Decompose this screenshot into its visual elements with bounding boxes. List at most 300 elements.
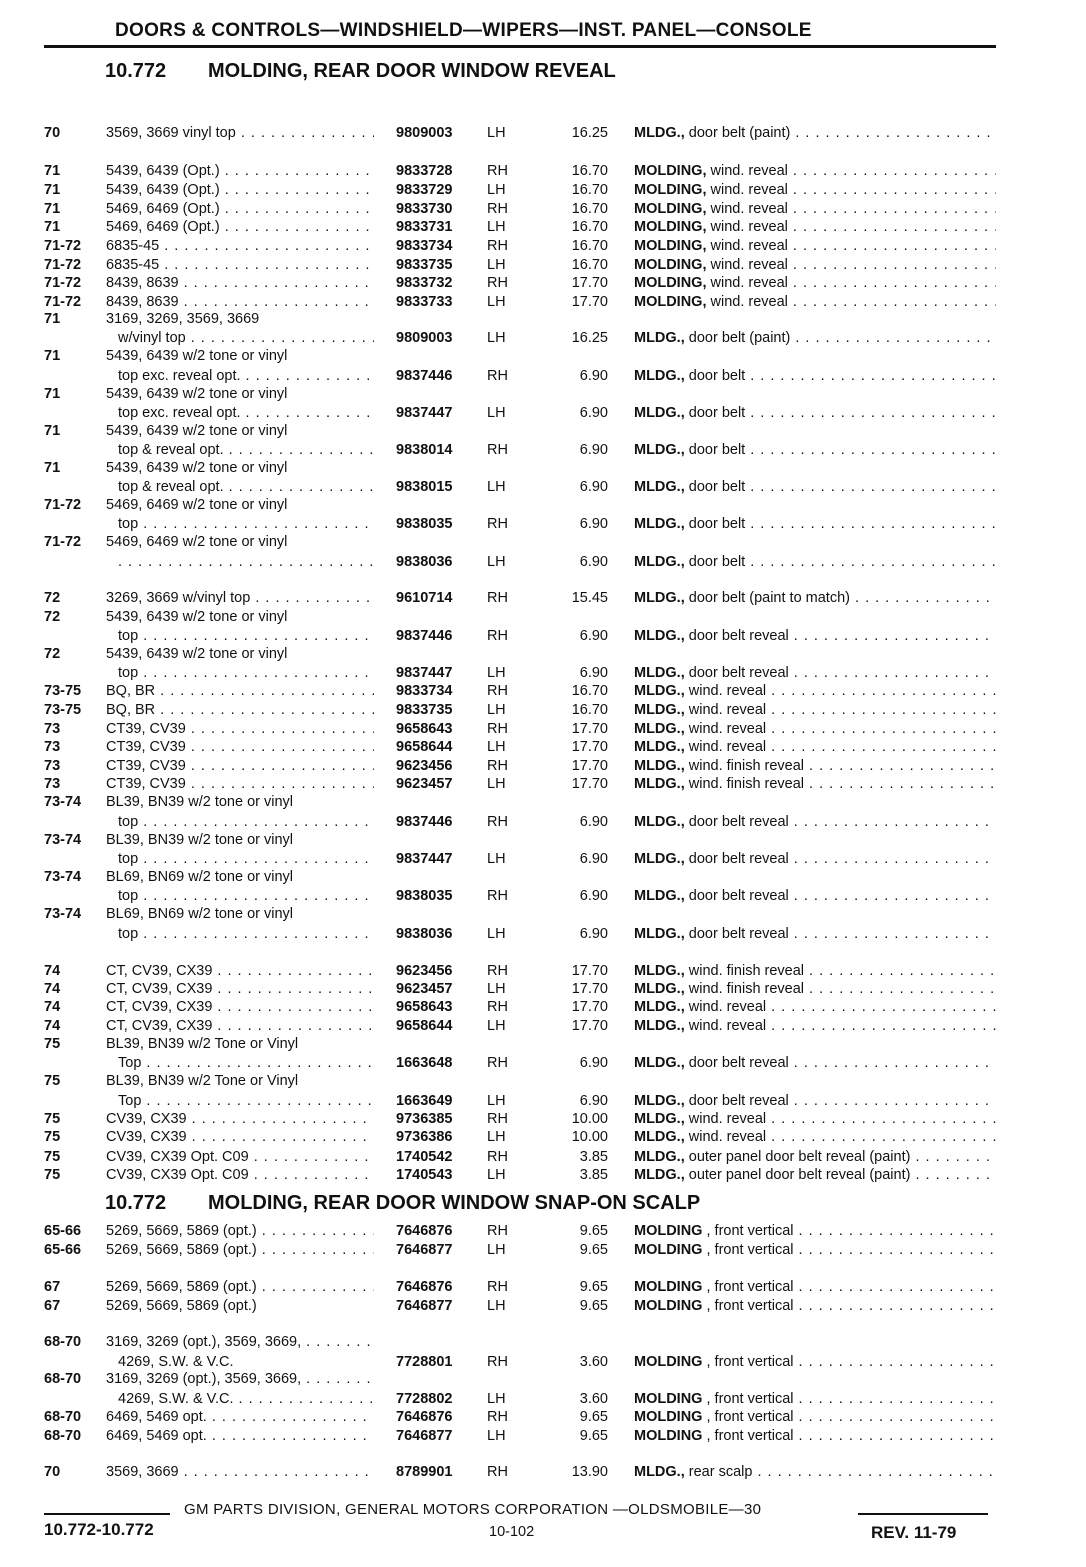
table-row	[0, 1148, 1086, 1167]
row-model: 5439, 6439 w/2 tone or vinyl	[106, 460, 288, 476]
row-model: 6835-45 . . .	[106, 237, 374, 256]
section-number: 10.772	[105, 1192, 167, 1214]
row-description	[634, 1092, 996, 1111]
row-description-text: door belt	[684, 442, 746, 458]
row-description	[634, 553, 996, 572]
row-side: RH	[487, 721, 508, 737]
row-description-type: MLDG.,	[634, 516, 685, 532]
table-row	[0, 850, 1086, 869]
table-row	[0, 1110, 1086, 1129]
row-price: 17.70	[571, 294, 608, 310]
row-side: RH	[487, 999, 508, 1015]
row-description-text: wind. reveal	[706, 294, 788, 310]
row-description-text: wind. reveal	[684, 739, 767, 755]
row-description	[634, 1297, 996, 1316]
row-description-text: door belt (paint)	[684, 125, 791, 141]
row-part-number: 9833728	[396, 163, 453, 179]
row-part-number: 9623457	[396, 981, 453, 997]
row-model: BL69, BN69 w/2 tone or vinyl	[106, 869, 293, 885]
row-description	[634, 1222, 996, 1241]
row-part-number: 9838014	[396, 442, 453, 458]
row-year: 73-75	[44, 702, 82, 718]
row-description-type: MOLDING	[634, 1409, 703, 1425]
row-description-text: door belt	[684, 554, 746, 570]
row-year: 75	[44, 1129, 61, 1145]
row-description-text: wind. reveal	[684, 1111, 767, 1127]
row-model: 3269, 3669 w/vinyl top . . .	[106, 589, 374, 608]
row-side: RH	[487, 368, 508, 384]
row-description-type: MLDG.,	[634, 1129, 685, 1145]
row-model: 5439, 6439 w/2 tone or vinyl	[106, 646, 288, 662]
row-description-text: door belt reveal	[684, 888, 789, 904]
table-row	[0, 664, 1086, 683]
table-row	[0, 682, 1086, 701]
row-part-number: 9837446	[396, 628, 453, 644]
row-description	[634, 237, 996, 256]
row-model: CV39, CX39 . . .	[106, 1110, 374, 1129]
row-model: 5269, 5669, 5869 (opt.)	[106, 1298, 257, 1314]
row-description	[634, 720, 996, 739]
row-year: 65-66	[44, 1223, 82, 1239]
row-description-type: MLDG.,	[634, 665, 685, 681]
row-part-number: 1663648	[396, 1055, 453, 1071]
row-year: 70	[44, 1464, 61, 1480]
row-year: 74	[44, 1018, 61, 1034]
row-side: LH	[487, 257, 506, 273]
row-price: 16.70	[571, 201, 608, 217]
row-year: 74	[44, 963, 61, 979]
row-price: 3.60	[579, 1391, 608, 1407]
row-description-text: wind. reveal	[706, 201, 788, 217]
row-description-text: , front vertical	[702, 1428, 794, 1444]
row-year: 75	[44, 1111, 61, 1127]
row-year: 73-74	[44, 906, 82, 922]
row-price: 17.70	[571, 739, 608, 755]
row-description-text: door belt reveal	[684, 1093, 789, 1109]
row-description-text: door belt (paint to match)	[684, 590, 850, 606]
row-description-type: MLDG.,	[634, 721, 685, 737]
row-description	[634, 478, 996, 497]
row-price: 17.70	[571, 758, 608, 774]
row-part-number: 7646877	[396, 1298, 453, 1314]
table-row	[0, 237, 1086, 256]
row-year: 67	[44, 1298, 61, 1314]
row-description-text: wind. reveal	[684, 1018, 767, 1034]
row-description-type: MOLDING,	[634, 275, 707, 291]
row-description-type: MOLDING	[634, 1279, 703, 1295]
row-part-number: 9623457	[396, 776, 453, 792]
row-description-type: MOLDING,	[634, 163, 707, 179]
row-model: 6469, 5469 opt. . . .	[106, 1408, 374, 1427]
row-price: 17.70	[571, 275, 608, 291]
row-part-number: 9623456	[396, 963, 453, 979]
row-model: CV39, CX39 Opt. C09 . . .	[106, 1166, 374, 1185]
row-side: RH	[487, 683, 508, 699]
row-description-text: wind. finish reveal	[684, 758, 805, 774]
row-year: 70	[44, 125, 61, 141]
row-price: 3.60	[579, 1354, 608, 1370]
row-description-type: MLDG.,	[634, 999, 685, 1015]
row-model: top . . .	[118, 627, 374, 646]
row-part-number: 9809003	[396, 330, 453, 346]
row-description-text: wind. reveal	[706, 219, 788, 235]
row-model: w/vinyl top . . .	[118, 329, 374, 348]
footer-group-range: 10.772-10.772	[44, 1520, 154, 1539]
row-side: RH	[487, 758, 508, 774]
row-description	[634, 124, 996, 143]
row-description-type: MOLDING,	[634, 257, 707, 273]
row-description-text: wind. reveal	[684, 1129, 767, 1145]
table-row	[0, 1092, 1086, 1111]
row-description	[634, 162, 996, 181]
row-description-type: MLDG.,	[634, 1111, 685, 1127]
row-model: top . . .	[118, 887, 374, 906]
row-model: CT, CV39, CX39 . . .	[106, 980, 374, 999]
table-row	[0, 925, 1086, 944]
table-row	[0, 347, 1086, 366]
row-side: RH	[487, 442, 508, 458]
row-price: 6.90	[579, 628, 608, 644]
row-part-number: 9623456	[396, 758, 453, 774]
row-model: top . . .	[118, 664, 374, 683]
row-description-text: door belt	[684, 405, 746, 421]
row-description-text: wind. reveal	[706, 182, 788, 198]
footer-page-number: 10-102	[489, 1524, 535, 1540]
row-side: LH	[487, 219, 506, 235]
row-price: 13.90	[571, 1464, 608, 1480]
row-year: 71-72	[44, 275, 82, 291]
row-model: 3169, 3269, 3569, 3669	[106, 311, 260, 327]
row-model: 4269, S.W. & V.C. . . .	[118, 1390, 374, 1409]
row-part-number: 9736385	[396, 1111, 453, 1127]
row-model: CT39, CV39 . . .	[106, 757, 374, 776]
row-part-number: 9837447	[396, 405, 453, 421]
row-description-text: , front vertical	[702, 1354, 794, 1370]
row-description-type: MLDG.,	[634, 125, 685, 141]
row-description-type: MLDG.,	[634, 926, 685, 942]
row-side: LH	[487, 125, 506, 141]
row-description-type: MLDG.,	[634, 1018, 685, 1034]
row-description-type: MLDG.,	[634, 554, 685, 570]
row-description-type: MLDG.,	[634, 758, 685, 774]
row-model: 5469, 6469 w/2 tone or vinyl	[106, 497, 288, 513]
row-side: RH	[487, 628, 508, 644]
row-description-text: door belt	[684, 516, 746, 532]
table-row	[0, 868, 1086, 887]
row-side: RH	[487, 238, 508, 254]
row-model: top exc. reveal opt. . . .	[118, 404, 374, 423]
row-model: 5469, 6469 (Opt.) . . .	[106, 200, 374, 219]
row-year: 75	[44, 1167, 61, 1183]
table-row	[0, 813, 1086, 832]
row-description-type: MLDG.,	[634, 851, 685, 867]
row-year: 73	[44, 721, 61, 737]
table-row	[0, 1054, 1086, 1073]
row-price: 15.45	[571, 590, 608, 606]
table-row	[0, 1241, 1086, 1260]
row-price: 10.00	[571, 1129, 608, 1145]
row-model: BL69, BN69 w/2 tone or vinyl	[106, 906, 293, 922]
row-side: RH	[487, 201, 508, 217]
row-description-text: door belt reveal	[684, 665, 789, 681]
row-description-text: , front vertical	[702, 1242, 794, 1258]
table-row	[0, 589, 1086, 608]
row-description	[634, 515, 996, 534]
row-description-text: door belt (paint)	[684, 330, 791, 346]
table-row	[0, 831, 1086, 850]
row-description-text: door belt	[684, 479, 746, 495]
row-part-number: 7728802	[396, 1391, 453, 1407]
table-row	[0, 1427, 1086, 1446]
row-part-number: 9833731	[396, 219, 453, 235]
row-price: 16.70	[571, 257, 608, 273]
row-description-type: MOLDING	[634, 1223, 703, 1239]
row-description-text: outer panel door belt reveal (paint)	[684, 1167, 911, 1183]
row-year: 71-72	[44, 257, 82, 273]
row-part-number: 9833734	[396, 683, 453, 699]
row-model: CT, CV39, CX39 . . .	[106, 962, 374, 981]
row-part-number: 1740542	[396, 1149, 453, 1165]
row-year: 74	[44, 999, 61, 1015]
row-model: 8439, 8639 . . .	[106, 274, 374, 293]
row-part-number: 9833732	[396, 275, 453, 291]
row-year: 68-70	[44, 1334, 82, 1350]
row-price: 6.90	[579, 888, 608, 904]
row-description-text: wind. reveal	[706, 238, 788, 254]
row-part-number: 9837447	[396, 665, 453, 681]
row-description-text: wind. reveal	[684, 683, 767, 699]
row-description	[634, 218, 996, 237]
row-side: RH	[487, 963, 508, 979]
row-year: 73-75	[44, 683, 82, 699]
row-description-type: MOLDING,	[634, 182, 707, 198]
table-row	[0, 1333, 1086, 1352]
row-price: 9.65	[579, 1298, 608, 1314]
row-year: 73-74	[44, 832, 82, 848]
row-description-text: wind. reveal	[706, 275, 788, 291]
row-model	[118, 553, 374, 572]
row-side: LH	[487, 294, 506, 310]
row-price: 3.85	[579, 1149, 608, 1165]
row-model: 5269, 5669, 5869 (opt.) . . .	[106, 1278, 374, 1297]
row-part-number: 1740543	[396, 1167, 453, 1183]
row-price: 9.65	[579, 1242, 608, 1258]
row-description-type: MLDG.,	[634, 888, 685, 904]
row-model: Top . . .	[118, 1054, 374, 1073]
row-price: 6.90	[579, 665, 608, 681]
row-description-type: MLDG.,	[634, 1167, 685, 1183]
table-row	[0, 200, 1086, 219]
table-row	[0, 608, 1086, 627]
row-model: 3169, 3269 (opt.), 3569, 3669, . . .	[106, 1370, 374, 1389]
row-description	[634, 256, 996, 275]
table-row	[0, 757, 1086, 776]
header-rule	[44, 45, 996, 48]
row-side: RH	[487, 590, 508, 606]
row-description	[634, 925, 996, 944]
row-price: 9.65	[579, 1428, 608, 1444]
row-description	[634, 1427, 996, 1446]
row-side: LH	[487, 1242, 506, 1258]
row-year: 73	[44, 776, 61, 792]
row-model: 5439, 6439 (Opt.) . . .	[106, 162, 374, 181]
row-year: 71	[44, 182, 61, 198]
row-part-number: 7646876	[396, 1279, 453, 1295]
row-part-number: 9833730	[396, 201, 453, 217]
row-model: top exc. reveal opt. . . .	[118, 367, 374, 386]
row-year: 68-70	[44, 1371, 82, 1387]
row-description-text: , front vertical	[702, 1279, 794, 1295]
row-year: 72	[44, 646, 61, 662]
row-description-text: wind. finish reveal	[684, 981, 805, 997]
row-part-number: 7646876	[396, 1223, 453, 1239]
row-side: LH	[487, 1167, 506, 1183]
row-description-type: MOLDING	[634, 1242, 703, 1258]
row-description	[634, 757, 996, 776]
row-description-text: wind. reveal	[684, 999, 767, 1015]
row-description-text: wind. finish reveal	[684, 963, 805, 979]
row-price: 6.90	[579, 442, 608, 458]
row-description-type: MLDG.,	[634, 330, 685, 346]
row-year: 71-72	[44, 497, 82, 513]
row-description-type: MLDG.,	[634, 776, 685, 792]
row-year: 71	[44, 423, 61, 439]
row-description-text: wind. reveal	[684, 702, 767, 718]
table-row	[0, 422, 1086, 441]
section-title: MOLDING, REAR DOOR WINDOW SNAP-ON SCALP	[208, 1192, 701, 1214]
row-model: BL39, BN39 w/2 tone or vinyl	[106, 794, 293, 810]
row-year: 71	[44, 348, 61, 364]
row-description-type: MOLDING,	[634, 201, 707, 217]
row-description	[634, 200, 996, 219]
row-year: 75	[44, 1073, 61, 1089]
row-description-type: MLDG.,	[634, 1055, 685, 1071]
row-description-type: MLDG.,	[634, 814, 685, 830]
row-part-number: 9833733	[396, 294, 453, 310]
row-model: top . . .	[118, 925, 374, 944]
row-description	[634, 274, 996, 293]
footer-rule-left	[44, 1513, 170, 1515]
footer-revision: REV. 11-79	[871, 1523, 957, 1542]
row-side: LH	[487, 926, 506, 942]
row-price: 16.70	[571, 702, 608, 718]
table-row	[0, 738, 1086, 757]
row-part-number: 9833735	[396, 702, 453, 718]
row-description-text: , front vertical	[702, 1223, 794, 1239]
row-model: 8439, 8639 . . .	[106, 293, 374, 312]
row-side: RH	[487, 1055, 508, 1071]
row-year: 71	[44, 386, 61, 402]
row-description-text: , front vertical	[702, 1298, 794, 1314]
row-description-type: MOLDING	[634, 1428, 703, 1444]
table-row	[0, 218, 1086, 237]
table-row	[0, 962, 1086, 981]
row-model: CT39, CV39 . . .	[106, 775, 374, 794]
table-row	[0, 367, 1086, 386]
row-price: 16.25	[571, 125, 608, 141]
row-part-number: 9837446	[396, 368, 453, 384]
row-side: LH	[487, 1093, 506, 1109]
row-side: RH	[487, 1354, 508, 1370]
row-description-type: MLDG.,	[634, 739, 685, 755]
row-description	[634, 627, 996, 646]
row-part-number: 9838036	[396, 926, 453, 942]
row-year: 72	[44, 590, 61, 606]
row-description-text: door belt reveal	[684, 814, 789, 830]
row-part-number: 9838036	[396, 554, 453, 570]
row-year: 71-72	[44, 238, 82, 254]
row-year: 75	[44, 1149, 61, 1165]
row-price: 16.70	[571, 219, 608, 235]
row-description	[634, 962, 996, 981]
row-side: LH	[487, 479, 506, 495]
row-description	[634, 1017, 996, 1036]
row-side: RH	[487, 516, 508, 532]
row-year: 71	[44, 460, 61, 476]
row-side: RH	[487, 275, 508, 291]
row-description-type: MOLDING	[634, 1354, 703, 1370]
row-year: 74	[44, 981, 61, 997]
row-model: top . . .	[118, 850, 374, 869]
row-description	[634, 181, 996, 200]
row-model: CT39, CV39 . . .	[106, 738, 374, 757]
row-part-number: 9833729	[396, 182, 453, 198]
row-part-number: 9838015	[396, 479, 453, 495]
table-row	[0, 1072, 1086, 1091]
table-row	[0, 1035, 1086, 1054]
row-model: 5439, 6439 w/2 tone or vinyl	[106, 609, 288, 625]
row-model: BL39, BN39 w/2 Tone or Vinyl	[106, 1073, 299, 1089]
row-side: RH	[487, 1223, 508, 1239]
row-part-number: 9838035	[396, 888, 453, 904]
row-side: LH	[487, 554, 506, 570]
table-row	[0, 496, 1086, 515]
row-model: CT39, CV39 . . .	[106, 720, 374, 739]
row-year: 67	[44, 1279, 61, 1295]
page-header-title: DOORS & CONTROLS—WINDSHIELD—WIPERS—INST. PANEL—CONSOLE	[115, 20, 812, 41]
row-description-type: MLDG.,	[634, 590, 685, 606]
table-row	[0, 1390, 1086, 1409]
table-row	[0, 124, 1086, 143]
row-model: BL39, BN39 w/2 Tone or Vinyl	[106, 1036, 299, 1052]
row-model: Top . . .	[118, 1092, 374, 1111]
row-part-number: 9658644	[396, 1018, 453, 1034]
row-model: 5269, 5669, 5869 (opt.) . . .	[106, 1222, 374, 1241]
row-part-number: 9833735	[396, 257, 453, 273]
row-description-type: MLDG.,	[634, 1149, 685, 1165]
row-description-text: , front vertical	[702, 1409, 794, 1425]
row-description-type: MOLDING,	[634, 238, 707, 254]
row-part-number: 9837446	[396, 814, 453, 830]
row-model: 3569, 3669 vinyl top . . .	[106, 124, 374, 143]
row-description-text: wind. reveal	[684, 721, 767, 737]
row-price: 6.90	[579, 516, 608, 532]
row-description-type: MLDG.,	[634, 1093, 685, 1109]
row-price: 6.90	[579, 851, 608, 867]
row-model: CV39, CX39 Opt. C09 . . .	[106, 1148, 374, 1167]
row-side: RH	[487, 1111, 508, 1127]
row-part-number: 9610714	[396, 590, 453, 606]
row-price: 10.00	[571, 1111, 608, 1127]
row-model: 6469, 5469 opt. . . .	[106, 1427, 374, 1446]
row-model: 5469, 6469 w/2 tone or vinyl	[106, 534, 288, 550]
table-row	[0, 181, 1086, 200]
row-description-type: MLDG.,	[634, 368, 685, 384]
row-side: LH	[487, 182, 506, 198]
row-description-type: MLDG.,	[634, 628, 685, 644]
row-description	[634, 329, 996, 348]
row-side: LH	[487, 1129, 506, 1145]
